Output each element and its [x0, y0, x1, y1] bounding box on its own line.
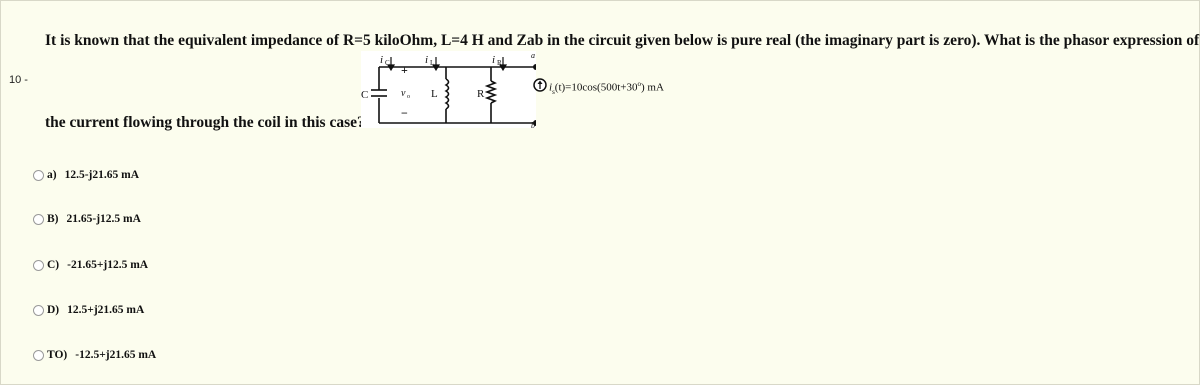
radio-icon[interactable] — [33, 305, 44, 316]
circuit-diagram — [361, 51, 536, 128]
option-letter: TO) — [47, 349, 68, 361]
source-degree: o — [637, 80, 641, 88]
question-text-line2: the current flowing through the coil in this case? — [45, 114, 365, 131]
minus-sign: − — [401, 106, 408, 120]
node-a-label: a — [531, 51, 535, 60]
terminal-a — [533, 64, 536, 70]
capacitor-label: C — [361, 89, 369, 101]
ic-label: i — [380, 54, 384, 66]
source-end: ) mA — [640, 81, 664, 94]
ic-subscript: C — [385, 59, 390, 67]
option-b[interactable] — [33, 213, 141, 225]
option-letter: D) — [47, 304, 60, 316]
source-expression — [549, 80, 664, 96]
node-b-label: b — [531, 121, 535, 128]
option-value: 12.5-j21.65 mA — [64, 169, 140, 181]
plus-sign: + — [401, 63, 408, 77]
source-rest: (t)=10cos(500t+30 — [554, 81, 638, 94]
radio-icon[interactable] — [33, 170, 44, 181]
option-c[interactable] — [33, 259, 148, 271]
option-value: 21.65-j12.5 mA — [66, 213, 141, 225]
option-e[interactable] — [33, 349, 156, 361]
inductor-label: L — [431, 88, 438, 100]
radio-icon[interactable] — [33, 260, 44, 271]
source-symbol: i — [549, 81, 553, 94]
ir-label: i — [492, 54, 496, 66]
il-label: i — [425, 54, 429, 66]
ir-subscript: R — [497, 59, 502, 67]
option-value: -12.5+j21.65 mA — [75, 349, 157, 361]
radio-icon[interactable] — [33, 214, 44, 225]
option-value: -21.65+j12.5 mA — [67, 259, 149, 271]
option-letter: a) — [47, 169, 57, 181]
source-subscript: s — [552, 87, 555, 96]
vo-subscript: o — [407, 94, 410, 100]
option-letter: C) — [47, 259, 60, 271]
option-letter: B) — [47, 213, 59, 225]
option-a[interactable] — [33, 169, 139, 181]
question-text-line1: It is known that the equivalent impedance of R=5 kiloOhm, L=4 H and Zab in the circuit given below is pure real (the imaginary part is zero). What is the phasor expression of — [45, 32, 1200, 49]
question-number: 10 - — [9, 74, 28, 86]
radio-icon[interactable] — [33, 350, 44, 361]
current-source-icon — [533, 78, 547, 92]
vo-label: v — [401, 88, 406, 99]
resistor-label: R — [477, 88, 485, 100]
option-value: 12.5+j21.65 mA — [67, 304, 145, 316]
option-d[interactable] — [33, 304, 144, 316]
il-subscript: L — [430, 59, 435, 67]
